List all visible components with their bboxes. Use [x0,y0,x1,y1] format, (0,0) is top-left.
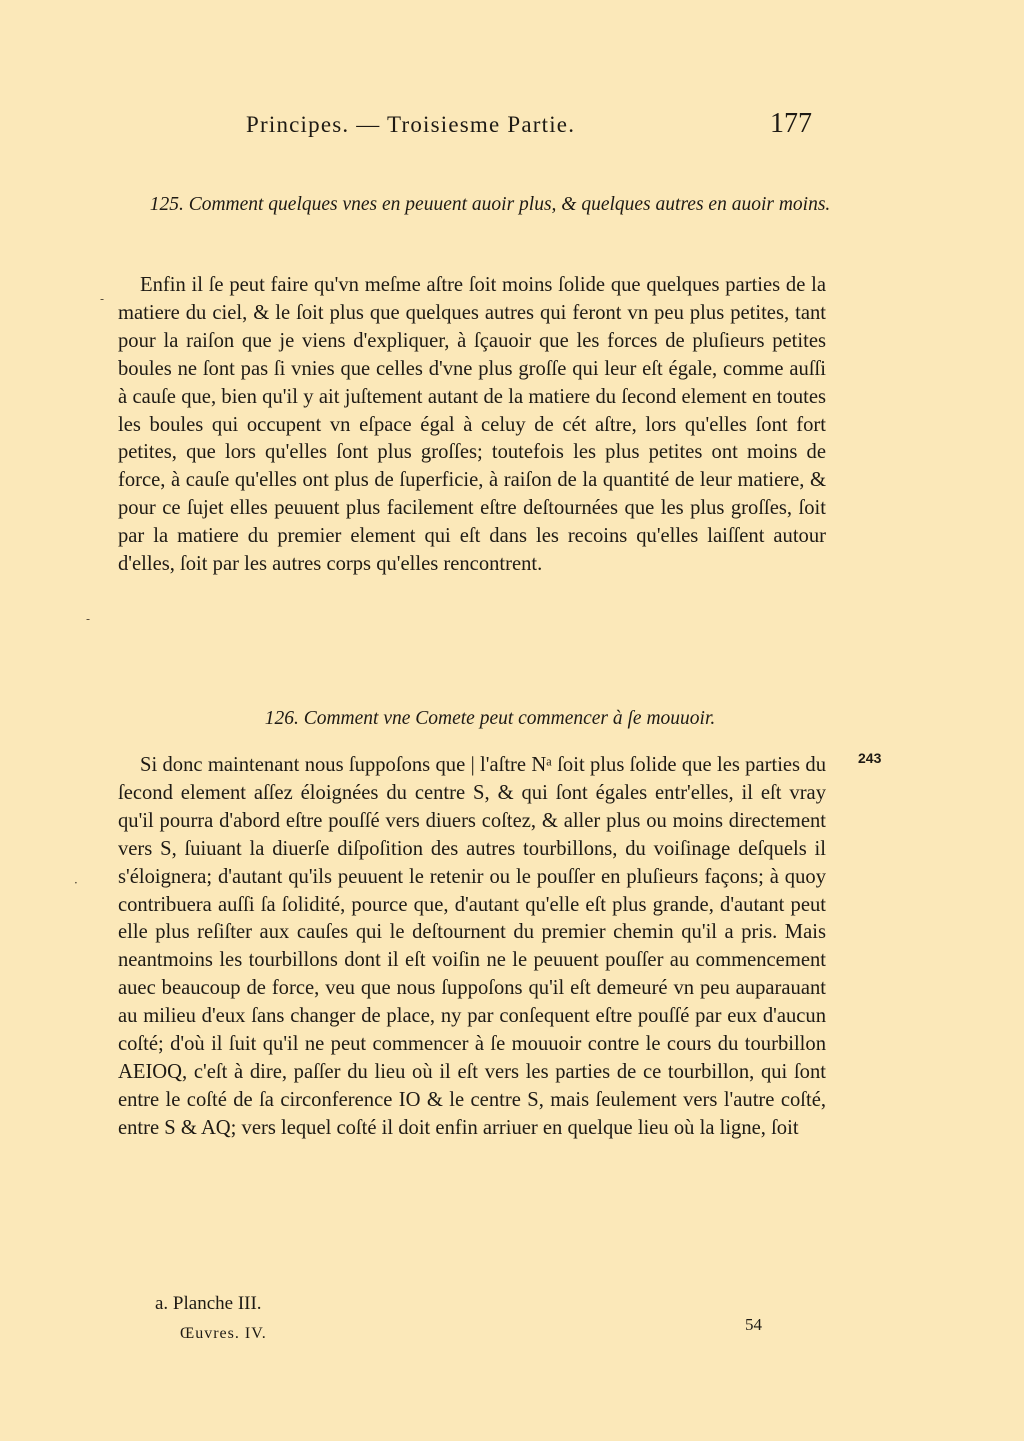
running-head: Principes. — Troisiesme Partie. [246,112,576,137]
signature-mark-right: 54 [745,1315,762,1334]
section-body-126 [118,752,826,1143]
signature-mark-left: Œuvres. IV. [180,1325,267,1342]
section-title-125: 125. Comment quelques vnes en peuuent auoir plus, & quelques autres en auoir moins. [149,194,831,215]
margin-speck: - [86,612,91,626]
page-number: 177 [770,108,812,139]
page-header [0,108,1024,148]
paragraph-126: Si donc maintenant nous ſuppoſons que | l'aſtre Nᵃ ſoit plus ſolide que les parties du ſecond element aſſez éloignées du centre S, & qui ſont égales entr'elles, il eſt vray qu'il pourra d'abord eſtre pouſſé vers diuers coſtez, & aller plus ou moins directement vers S, ſuiuant la diuerſe diſpoſition des autres tourbillons, du voiſinage deſquels il s'éloignera; d'autant qu'ils peuuent le retenir ou le pouſſer en pluſieurs façons; à quoy contribuera auſſi ſa ſolidité, pource que, d'autant qu'elle eſt plus grande, d'autant peut elle plus reſiſter aux cauſes qui le deſtournent du premier chemin qu'il a pris. Mais neantmoins les tourbillons dont il eſt voiſin ne le peuuent pouſſer au commencement auec beaucoup de force, veu que nous ſuppoſons qu'il eſt demeuré vn peu auparauant au milieu d'eux ſans changer de place, ny par conſequent eſtre pouſſé par eux d'aucun coſté; d'où il ſuit qu'il ne peut commencer à ſe mouuoir contre le cours du tourbillon AEIOQ, c'eſt à dire, paſſer du lieu où il eſt vers les parties de ce tourbillon, qui ſont entre le coſté de ſa circonference IO & le centre S, mais ſeulement vers l'autre coſté, entre S & AQ; vers lequel coſté il doit enfin arriuer en quelque lieu où la ligne, ſoit [118,754,826,1139]
section-body-125 [118,272,826,579]
margin-reference-number: 243 [858,750,882,766]
footnote: a. Planche III. [155,1293,262,1314]
paragraph-125: Enfin il ſe peut faire qu'vn meſme aſtre ſoit moins ſolide que quelques parties de la matiere du ciel, & le ſoit plus que quelques autres qui feront vn peu plus petites, tant pour la raiſon que je viens d'expliquer, à ſçauoir que les forces de pluſieurs petites boules ne ſont pas ſi vnies que celles d'vne plus groſſe qui leur eſt égale, comme auſſi à cauſe que, bien qu'il y ait juſtement autant de la matiere du ſecond element en toutes les boules qui occupent vn eſpace égal à celuy de cét aſtre, lors qu'elles ſont fort petites, que lors qu'elles ſont plus groſſes; toutefois les plus petites ont moins de force, à cauſe qu'elles ont plus de ſuperficie, à raiſon de la quantité de leur matiere, & pour ce ſujet elles peuuent plus facilement eſtre deſtournées que les plus groſſes, ſoit par la matiere du premier element qui eſt dans les recoins qu'elles laiſſent autour d'elles, ſoit par les autres corps qu'elles rencontrent. [118,274,826,576]
margin-speck: · [74,876,78,890]
section-title-126: 126. Comment vne Comete peut commencer à ſe mouuoir. [264,708,716,729]
margin-speck: - [100,292,105,306]
